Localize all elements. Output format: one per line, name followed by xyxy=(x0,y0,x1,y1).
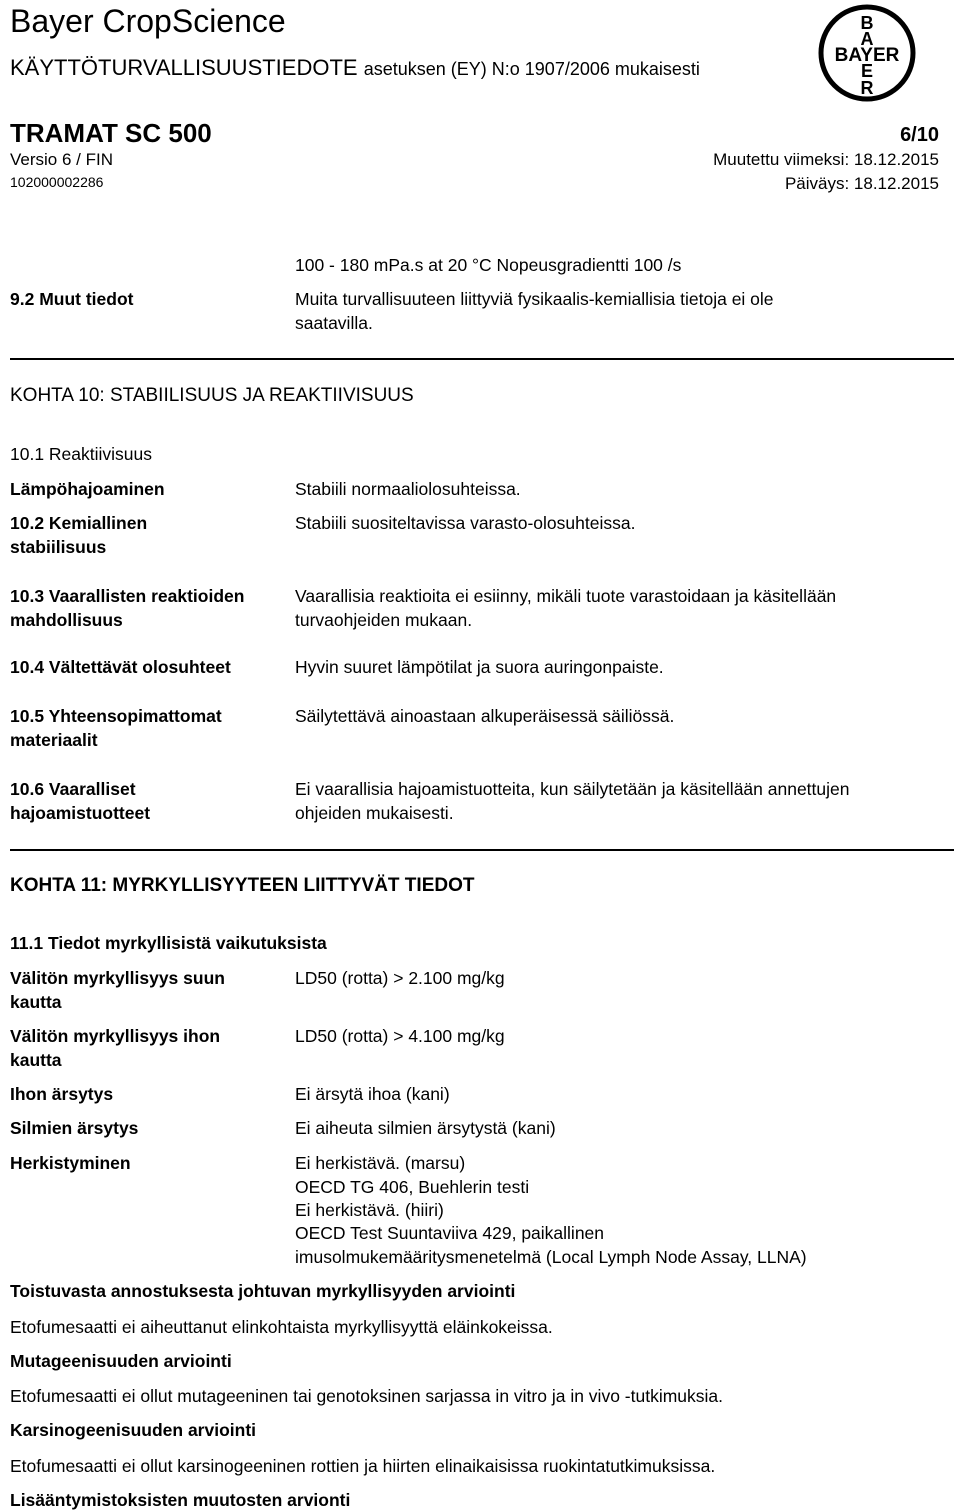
toxicity-subtitle: 11.1 Tiedot myrkyllisistä vaikutuksista xyxy=(10,933,327,953)
document-title-main: KÄYTTÖTURVALLISUUSTIEDOTE xyxy=(10,55,358,80)
sensitisation-value-line2: OECD TG 406, Buehlerin testi xyxy=(295,1177,530,1197)
other-info-label: 9.2 Muut tiedot xyxy=(10,289,134,309)
mutagenicity-text: Etofumesaatti ei ollut mutageeninen tai genotoksinen sarjassa in vitro ja in vivo -tutkimuksia. xyxy=(10,1386,724,1406)
logo-letter-upper: A xyxy=(860,29,874,49)
skin-irritation-label: Ihon ärsytys xyxy=(10,1084,114,1104)
dermal-toxicity-label-line2: kautta xyxy=(10,1050,62,1070)
section-divider xyxy=(10,358,954,360)
other-info-value-line1: Muita turvallisuuteen liittyviä fysikaalis-kemiallisia tietoja ei ole xyxy=(295,289,774,309)
version: Versio 6 / FIN xyxy=(10,150,113,169)
other-info-value-line2: saatavilla. xyxy=(295,313,373,333)
thermal-decomposition-label: Lämpöhajoaminen xyxy=(10,479,165,499)
conditions-to-avoid-value: Hyvin suuret lämpötilat ja suora auringonpaiste. xyxy=(295,657,664,677)
reproductive-toxicity-title: Lisääntymistoksisten muutosten arvionti xyxy=(10,1490,351,1510)
sensitisation-value-line4: OECD Test Suuntaviiva 429, paikallinen xyxy=(295,1223,605,1243)
mutagenicity-title: Mutageenisuuden arviointi xyxy=(10,1351,232,1371)
sensitisation-value-line5: imusolmukemääritysmenetelmä (Local Lymph Node Assay, LLNA) xyxy=(295,1247,807,1267)
document-title xyxy=(10,55,700,81)
incompatible-materials-value: Säilytettävä ainoastaan alkuperäisessä säiliössä. xyxy=(295,706,675,726)
decomposition-products-label-line1: 10.6 Vaaralliset xyxy=(10,779,136,799)
last-modified: Muutettu viimeksi: 18.12.2015 xyxy=(713,150,939,169)
company-name: Bayer CropScience xyxy=(10,3,286,39)
conditions-to-avoid-label: 10.4 Vältettävät olosuhteet xyxy=(10,657,231,677)
incompatible-materials-label-line2: materiaalit xyxy=(10,730,98,750)
sensitisation-value-line1: Ei herkistävä. (marsu) xyxy=(295,1153,466,1173)
oral-toxicity-label-line2: kautta xyxy=(10,992,62,1012)
logo-letter-bottom: R xyxy=(860,78,874,98)
eye-irritation-value: Ei aiheuta silmien ärsytystä (kani) xyxy=(295,1118,556,1138)
logo-letter-lower: E xyxy=(860,61,874,81)
reactivity-heading: 10.1 Reaktiivisuus xyxy=(10,444,153,464)
section-11-title: KOHTA 11: MYRKYLLISYYTEEN LIITTYVÄT TIEDOT xyxy=(10,875,475,896)
decomposition-products-value-line2: ohjeiden mukaisesti. xyxy=(295,803,454,823)
decomposition-products-label-line2: hajoamistuotteet xyxy=(10,803,151,823)
skin-irritation-value: Ei ärsytä ihoa (kani) xyxy=(295,1084,450,1104)
section-10-title: KOHTA 10: STABIILISUUS JA REAKTIIVISUUS xyxy=(10,385,414,406)
chemical-stability-value: Stabiili suositeltavissa varasto-olosuhteissa. xyxy=(295,513,636,533)
oral-toxicity-value: LD50 (rotta) > 2.100 mg/kg xyxy=(295,968,505,988)
logo-letter-top: B xyxy=(860,13,874,33)
chemical-stability-label-line2: stabiilisuus xyxy=(10,537,107,557)
product-name: TRAMAT SC 500 xyxy=(10,118,212,148)
sensitisation-value-line3: Ei herkistävä. (hiiri) xyxy=(295,1200,444,1220)
decomposition-products-value-line1: Ei vaarallisia hajoamistuotteita, kun säilytetään ja käsitellään annettujen xyxy=(295,779,850,799)
carcinogenicity-text: Etofumesaatti ei ollut karsinogeeninen rottien ja hiirten elinaikaisissa ruokintatutkimuksissa. xyxy=(10,1456,716,1476)
section-divider xyxy=(10,849,954,851)
eye-irritation-label: Silmien ärsytys xyxy=(10,1118,139,1138)
incompatible-materials-label-line1: 10.5 Yhteensopimattomat xyxy=(10,706,222,726)
dermal-toxicity-label-line1: Välitön myrkyllisyys ihon xyxy=(10,1026,221,1046)
bayer-cross-logo xyxy=(816,2,918,104)
sensitisation-label: Herkistyminen xyxy=(10,1153,131,1173)
thermal-decomposition-value: Stabiili normaaliolosuhteissa. xyxy=(295,479,521,499)
hazardous-reactions-label-line2: mahdollisuus xyxy=(10,610,123,630)
product-code: 102000002286 xyxy=(10,174,104,190)
hazardous-reactions-value-line1: Vaarallisia reaktioita ei esiinny, mikäli tuote varastoidaan ja käsitellään xyxy=(295,586,837,606)
hazardous-reactions-label-line1: 10.3 Vaarallisten reaktioiden xyxy=(10,586,245,606)
oral-toxicity-label-line1: Välitön myrkyllisyys suun xyxy=(10,968,225,988)
page-number: 6/10 xyxy=(900,124,939,146)
dermal-toxicity-value: LD50 (rotta) > 4.100 mg/kg xyxy=(295,1026,505,1046)
hazardous-reactions-value-line2: turvaohjeiden mukaan. xyxy=(295,610,473,630)
repeated-dose-title: Toistuvasta annostuksesta johtuvan myrkyllisyyden arviointi xyxy=(10,1281,516,1301)
document-date: Päiväys: 18.12.2015 xyxy=(784,174,939,193)
document-regulation: asetuksen (EY) N:o 1907/2006 mukaisesti xyxy=(363,59,700,79)
carcinogenicity-title: Karsinogeenisuuden arviointi xyxy=(10,1420,257,1440)
repeated-dose-text: Etofumesaatti ei aiheuttanut elinkohtaista myrkyllisyyttä eläinkokeissa. xyxy=(10,1317,553,1337)
logo-word-middle: BAYER xyxy=(834,45,900,66)
chemical-stability-label-line1: 10.2 Kemiallinen xyxy=(10,513,148,533)
viscosity-value: 100 - 180 mPa.s at 20 °C Nopeusgradientti 100 /s xyxy=(295,255,682,275)
